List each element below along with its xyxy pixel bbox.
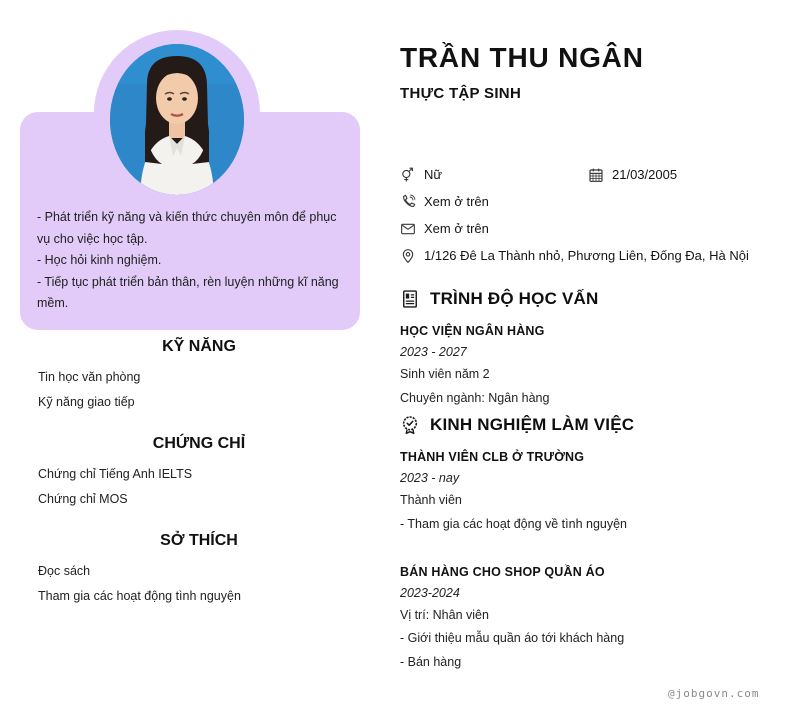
info-row [400, 242, 792, 269]
experience-bullet: - Tham gia các hoạt động về tình nguyện [400, 516, 628, 531]
profile-photo-frame [94, 30, 260, 196]
experience-item [400, 565, 792, 670]
site-watermark: @jobgovn.com [668, 687, 760, 700]
experience-bullet: - Bán hàng [400, 654, 462, 669]
email-icon [400, 221, 416, 237]
experience-heading: KINH NGHIỆM LÀM VIỆC [430, 415, 635, 434]
info-row [400, 215, 792, 242]
info-row [400, 188, 792, 215]
skill-item: Kỹ năng giao tiếp [38, 395, 135, 409]
objective-line: - Học hỏi kinh nghiệm. [37, 253, 162, 267]
phone-field [400, 194, 489, 210]
experience-role: Thành viên [400, 493, 462, 507]
gender-value: Nữ [424, 167, 443, 182]
left-column [20, 338, 378, 613]
experience-title: BÁN HÀNG CHO SHOP QUẦN ÁO [400, 564, 605, 579]
certificate-item: Chứng chỉ Tiếng Anh IELTS [38, 467, 193, 481]
education-heading: TRÌNH ĐỘ HỌC VẤN [430, 289, 599, 308]
email-field [400, 221, 489, 237]
address-value: 1/126 Đê La Thành nhỏ, Phương Liên, Đống Đa, Hà Nội [424, 248, 749, 263]
hobby-item: Đọc sách [38, 564, 91, 578]
personal-info [400, 161, 792, 269]
experience-period: 2023 - nay [400, 471, 460, 485]
objective-line: - Tiếp tục phát triển bản thân, rèn luyện những kĩ năng mềm. [37, 274, 339, 310]
hobbies-heading: SỞ THÍCH [160, 532, 238, 549]
certificate-item: Chứng chỉ MOS [38, 492, 128, 506]
experience-header [400, 415, 792, 435]
address-field [400, 248, 749, 264]
gender-icon [400, 167, 416, 183]
experience-role: Vị trí: Nhân viên [400, 607, 489, 622]
certificate-icon [400, 289, 420, 309]
objective-line: - Phát triển kỹ năng và kiến thức chuyên môn để phục vụ cho việc học tập. [37, 210, 337, 246]
phone-icon [400, 194, 416, 210]
dob-field [588, 167, 677, 183]
cv-name: TRẦN THU NGÂN [400, 42, 644, 73]
gender-field [400, 167, 588, 183]
education-detail: Sinh viên năm 2 [400, 367, 490, 381]
calendar-icon [588, 167, 604, 183]
location-icon [400, 248, 416, 264]
experience-item [400, 450, 792, 532]
education-section [400, 289, 792, 413]
badge-check-icon [400, 415, 420, 435]
experience-period: 2023-2024 [400, 585, 460, 600]
cv-job-title: THỰC TẬP SINH [400, 85, 522, 102]
education-period: 2023 - 2027 [400, 345, 467, 359]
skills-heading: KỸ NĂNG [162, 338, 236, 355]
hobby-item: Tham gia các hoạt động tình nguyện [38, 589, 241, 603]
profile-photo [110, 44, 244, 195]
certificates-heading: CHỨNG CHỈ [152, 435, 246, 452]
experience-title: THÀNH VIÊN CLB Ở TRƯỜNG [400, 450, 585, 464]
info-row [400, 161, 792, 188]
experience-section [400, 415, 792, 677]
education-header [400, 289, 792, 309]
portrait-illustration [110, 44, 244, 195]
dob-value: 21/03/2005 [612, 167, 678, 182]
experience-bullet: - Giới thiệu mẫu quần áo tới khách hàng [400, 631, 625, 645]
skill-item: Tin học văn phòng [38, 370, 141, 384]
phone-value: Xem ở trên [424, 194, 489, 209]
email-value: Xem ở trên [424, 221, 489, 236]
education-school: HỌC VIỆN NGÂN HÀNG [400, 324, 545, 338]
education-detail: Chuyên ngành: Ngân hàng [400, 390, 550, 405]
